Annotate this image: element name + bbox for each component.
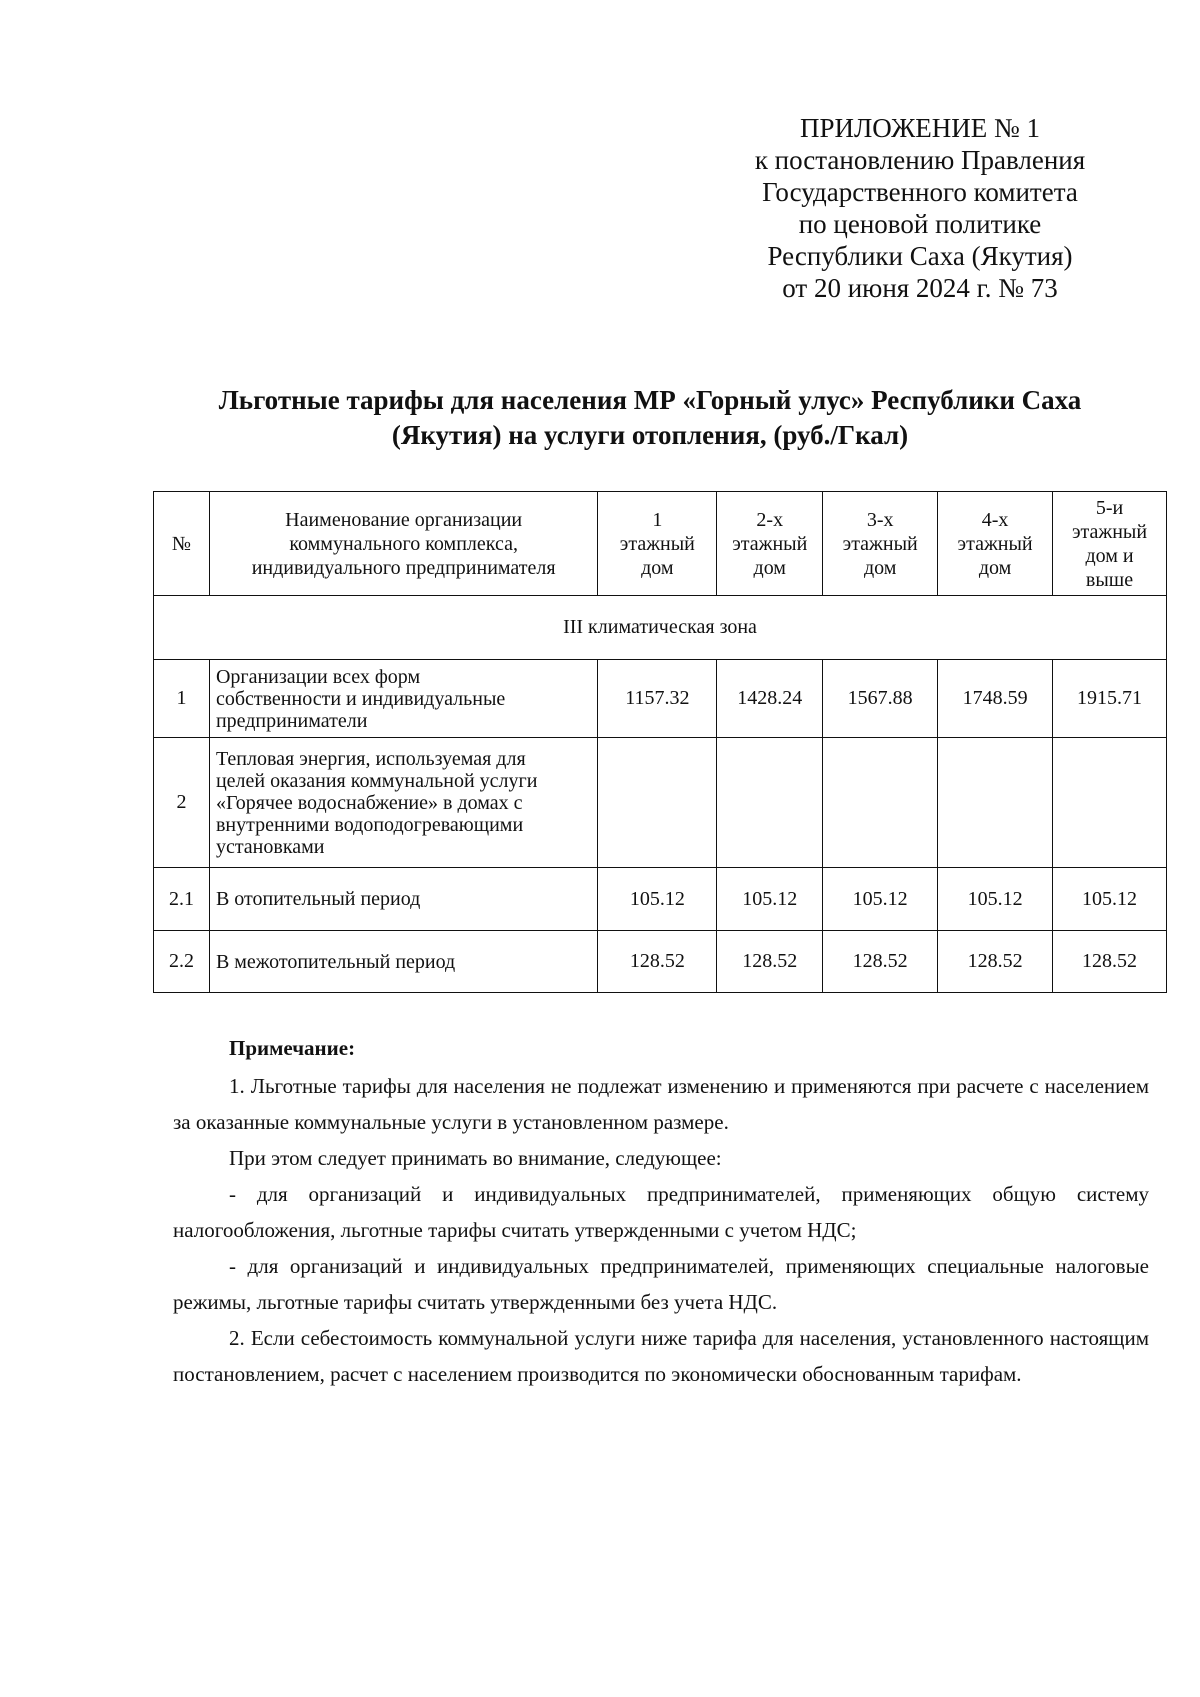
row-num: 2 [154, 738, 210, 868]
note-paragraph: - для организаций и индивидуальных предпринимателей, применяющих специальные налоговые режимы, льготные тарифы считать утвержденными без учета НДС. [173, 1254, 1149, 1314]
row-value [938, 738, 1053, 868]
row-name [209, 738, 597, 868]
row-value: 105.12 [823, 868, 938, 931]
header-line: ПРИЛОЖЕНИЕ № 1 [799, 113, 1041, 143]
header-floors-4 [938, 492, 1053, 596]
row-name-line: целей оказания коммунальной услуги [215, 769, 538, 792]
row-value: 1428.24 [717, 660, 823, 738]
title-line: (Якутия) на услуги отопления, (руб./Гкал) [391, 420, 909, 450]
note-paragraph: 2. Если себестоимость коммунальной услуги ниже тарифа для населения, установленного настоящим постановлением, расчет с населением производится по экономически обоснованным тарифам. [173, 1326, 1149, 1386]
tariff-table [153, 491, 1167, 993]
header-line: этажный [619, 532, 695, 555]
header-line: дом [978, 556, 1012, 579]
title-line: Льготные тарифы для населения МР «Горный улус» Республики Саха [218, 385, 1082, 415]
header-name [209, 492, 597, 596]
row-value: 128.52 [717, 931, 823, 993]
table-row [154, 738, 1167, 868]
header-line: дом и [1085, 544, 1134, 567]
row-value: 105.12 [938, 868, 1053, 931]
header-line: Государственного комитета [762, 177, 1078, 207]
row-value [717, 738, 823, 868]
document-title [150, 383, 1150, 453]
table-row [154, 660, 1167, 738]
header-line: дом [641, 556, 674, 579]
row-name-line: установками [215, 835, 325, 858]
header-line: этажный [732, 532, 808, 555]
row-value [1053, 738, 1167, 868]
header-line: выше [1085, 568, 1134, 591]
header-line: по ценовой политике [798, 209, 1042, 239]
header-line: от 20 июня 2024 г. № 73 [782, 273, 1058, 303]
table-header-row [154, 492, 1167, 596]
zone-row [154, 596, 1167, 660]
row-value: 105.12 [717, 868, 823, 931]
row-name-line: «Горячее водоснабжение» в домах с [215, 791, 523, 814]
appendix-header [690, 112, 1150, 304]
table-row [154, 868, 1167, 931]
row-value: 128.52 [598, 931, 717, 993]
header-floors-1 [598, 492, 717, 596]
header-line: 5-и [1095, 496, 1124, 519]
header-line: этажный [1071, 520, 1148, 543]
row-name-line: собственности и индивидуальные [215, 687, 506, 710]
row-value: 1748.59 [938, 660, 1053, 738]
row-value: 105.12 [598, 868, 717, 931]
notes-section [173, 1030, 1149, 1392]
header-line: Республики Саха (Якутия) [767, 241, 1073, 271]
header-line: 1 [652, 508, 663, 531]
header-floors-5 [1053, 492, 1167, 596]
row-value: 1567.88 [823, 660, 938, 738]
row-value [823, 738, 938, 868]
note-paragraph: 1. Льготные тарифы для населения не подлежат изменению и применяются при расчете с населением за оказанные коммунальные услуги в установленном размере. [173, 1074, 1149, 1134]
header-line: 4-х [981, 508, 1009, 531]
row-name-line: Организации всех форм [215, 665, 421, 688]
row-value [598, 738, 717, 868]
row-name-line: внутренними водоподогревающими [215, 813, 524, 836]
header-name-line: коммунального комплекса, [289, 532, 518, 555]
climate-zone-label: III климатическая зона [154, 596, 1167, 660]
header-line: дом [863, 556, 897, 579]
header-name-line: индивидуального предпринимателя [251, 556, 556, 579]
row-num: 1 [154, 660, 210, 738]
header-line: 3-х [866, 508, 894, 531]
row-name-line: Тепловая энергия, используемая для [215, 747, 526, 770]
row-name-line: предприниматели [215, 709, 368, 732]
row-value: 128.52 [823, 931, 938, 993]
row-value: 1157.32 [598, 660, 717, 738]
header-line: к постановлению Правления [754, 145, 1086, 175]
header-floors-3 [823, 492, 938, 596]
row-num: 2.1 [154, 868, 210, 931]
header-line: 2-х [756, 508, 784, 531]
row-value: 128.52 [1053, 931, 1167, 993]
row-num: 2.2 [154, 931, 210, 993]
table-row [154, 931, 1167, 993]
row-name [209, 660, 597, 738]
row-value: 128.52 [938, 931, 1053, 993]
row-value: 1915.71 [1053, 660, 1167, 738]
header-line: дом [753, 556, 786, 579]
note-paragraph: - для организаций и индивидуальных предпринимателей, применяющих общую систему налогообложения, льготные тарифы считать утвержденными с учетом НДС; [173, 1182, 1149, 1242]
header-floors-2 [717, 492, 823, 596]
notes-title: Примечание: [229, 1036, 356, 1060]
note-paragraph: При этом следует принимать во внимание, следующее: [229, 1146, 722, 1170]
header-line: этажный [957, 532, 1033, 555]
row-name: В межотопительный период [209, 931, 597, 993]
header-num: № [154, 492, 210, 596]
header-name-line: Наименование организации [285, 508, 523, 531]
row-name: В отопительный период [209, 868, 597, 931]
header-line: этажный [842, 532, 918, 555]
row-value: 105.12 [1053, 868, 1167, 931]
